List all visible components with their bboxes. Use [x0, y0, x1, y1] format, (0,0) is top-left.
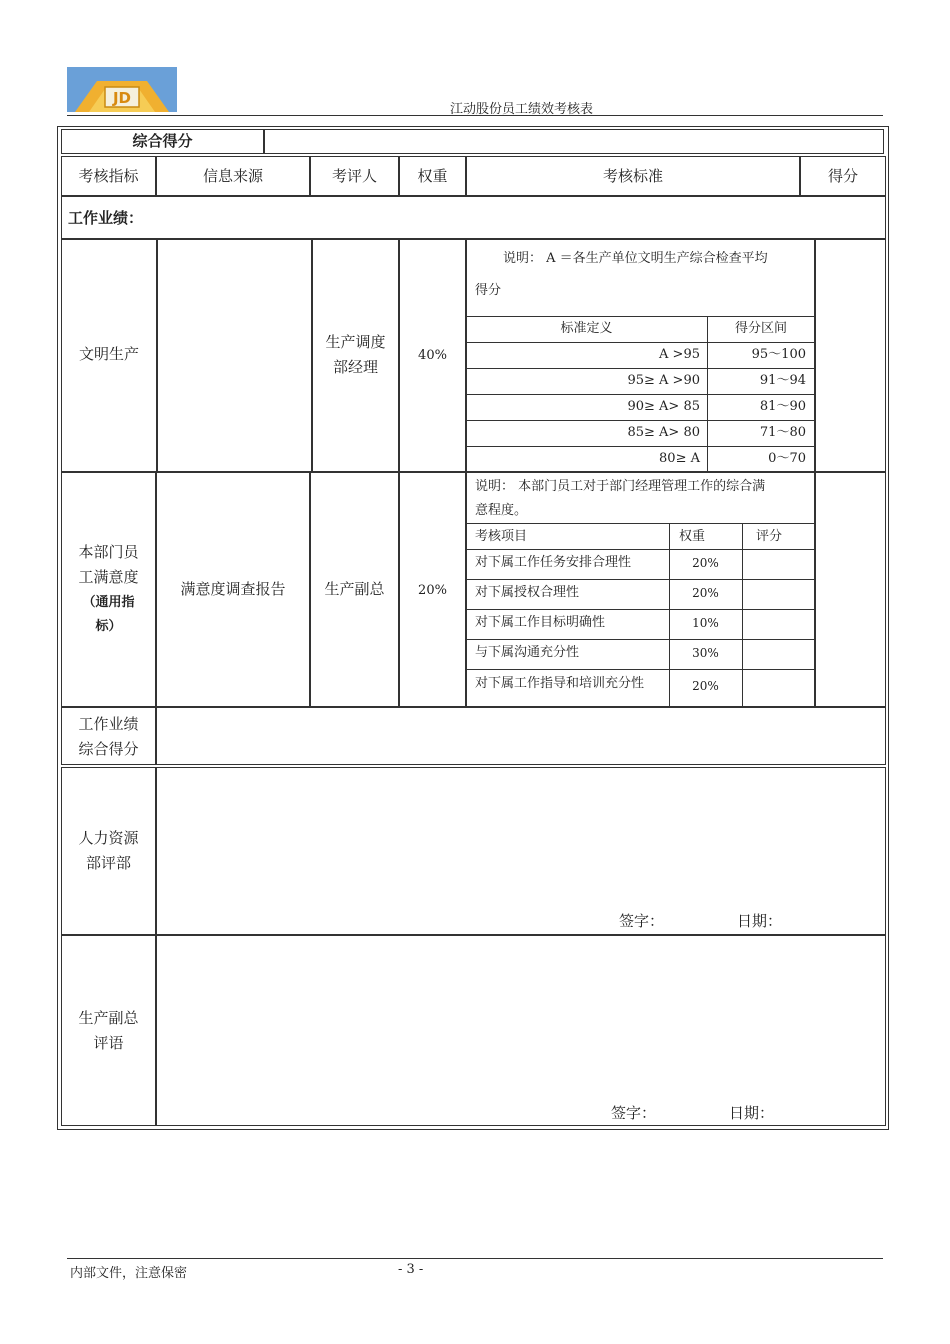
row1-subtable-header: 得分区间 — [734, 321, 787, 336]
row2-weight: 20% — [418, 583, 447, 598]
footer-divider — [67, 1258, 883, 1259]
hr-date-label: 日期： — [737, 912, 783, 930]
row2-indicator-line4: 标） — [95, 619, 122, 634]
row1-score-range: 95～100 — [751, 347, 806, 362]
col-header-weight: 权重 — [417, 167, 448, 185]
vp-date-label: 日期： — [729, 1104, 775, 1122]
row2-note-line2: 意程度。 — [475, 503, 528, 518]
row3-label-line2: 综合得分 — [78, 740, 139, 758]
row1-score-range: 0～70 — [768, 451, 806, 466]
row2-assessment-item: 对下属授权合理性 — [475, 585, 580, 600]
col-header-evaluator: 考评人 — [331, 167, 377, 185]
row2-subtable-header: 权重 — [679, 529, 706, 544]
row2-indicator-line2: 工满意度 — [78, 568, 139, 586]
footer-confidential-note: 内部文件，注意保密 — [70, 1266, 188, 1281]
row2-subtable-divider — [742, 523, 743, 707]
col-header-source: 信息来源 — [202, 167, 263, 185]
vp-review-label-line1: 生产副总 — [78, 1009, 139, 1027]
row2-item-weight: 30% — [692, 646, 719, 660]
row2-subtable-rule — [466, 669, 815, 670]
row2-subtable-header: 考核项目 — [475, 529, 528, 544]
row1-indicator: 文明生产 — [78, 345, 139, 363]
row1-standard-definition: 85≥ A> 80 — [627, 425, 700, 440]
row2-score-cell — [815, 472, 886, 707]
row1-standard-definition: 95≥ A >90 — [627, 373, 700, 388]
row2-assessment-item: 对下属工作任务安排合理性 — [475, 555, 632, 570]
row2-item-weight: 20% — [692, 556, 719, 570]
row2-evaluator: 生产副总 — [324, 580, 385, 598]
summary-label: 综合得分 — [132, 132, 193, 150]
row1-evaluator-line2: 部经理 — [332, 358, 378, 376]
row2-source: 满意度调查报告 — [180, 580, 286, 598]
vp-sign-label: 签字： — [611, 1104, 657, 1122]
row2-item-weight: 10% — [692, 616, 719, 630]
page-number: - 3 - — [398, 1262, 424, 1277]
row3-score-cell — [156, 707, 886, 765]
vp-review-comment-cell — [156, 935, 886, 1126]
row1-source-cell — [157, 239, 312, 472]
row2-assessment-item: 对下属工作指导和培训充分性 — [475, 676, 645, 691]
hr-review-label-line1: 人力资源 — [78, 829, 139, 847]
col-header-standard: 考核标准 — [602, 167, 663, 185]
col-header-score: 得分 — [827, 167, 858, 185]
row2-subtable-header: 评分 — [756, 529, 783, 544]
row2-assessment-item: 与下属沟通充分性 — [475, 645, 580, 660]
row1-score-range: 91～94 — [759, 373, 806, 388]
hr-review-label-line2: 部评部 — [85, 854, 131, 872]
row2-item-weight: 20% — [692, 679, 719, 693]
col-header-indicator: 考核指标 — [78, 167, 139, 185]
hr-sign-label: 签字： — [619, 912, 665, 930]
row1-note-line2: 得分 — [475, 283, 502, 298]
row1-note-line1: 说明： A ＝各生产单位文明生产综合检查平均 — [503, 251, 768, 266]
header-divider — [67, 115, 883, 116]
row2-indicator-line3: （通用指 — [82, 595, 135, 610]
row1-standard-definition: A >95 — [659, 347, 700, 362]
row1-standard-definition: 90≥ A> 85 — [627, 399, 700, 414]
row2-item-weight: 20% — [692, 586, 719, 600]
section-label: 工作业绩： — [68, 209, 144, 227]
row2-note-line1: 说明： 本部门员工对于部门经理管理工作的综合满 — [475, 479, 766, 494]
row1-evaluator-line1: 生产调度 — [325, 333, 386, 351]
row2-assessment-item: 对下属工作目标明确性 — [475, 615, 606, 630]
document-title: 江动股份员工绩效考核表 — [450, 102, 594, 117]
row1-subtable-header: 标准定义 — [560, 321, 613, 336]
svg-text:JD: JD — [112, 89, 132, 107]
row1-weight: 40% — [418, 348, 447, 363]
row1-standard-definition: 80≥ A — [659, 451, 700, 466]
row3-label-line1: 工作业绩 — [78, 715, 139, 733]
row2-indicator-line1: 本部门员 — [78, 543, 139, 561]
section-row — [61, 196, 886, 239]
company-logo — [67, 67, 177, 112]
row1-score-cell — [815, 239, 886, 472]
summary-score-cell — [264, 129, 884, 154]
row1-score-range: 71～80 — [759, 425, 806, 440]
vp-review-label-line2: 评语 — [93, 1034, 124, 1052]
row1-score-range: 81～90 — [759, 399, 806, 414]
